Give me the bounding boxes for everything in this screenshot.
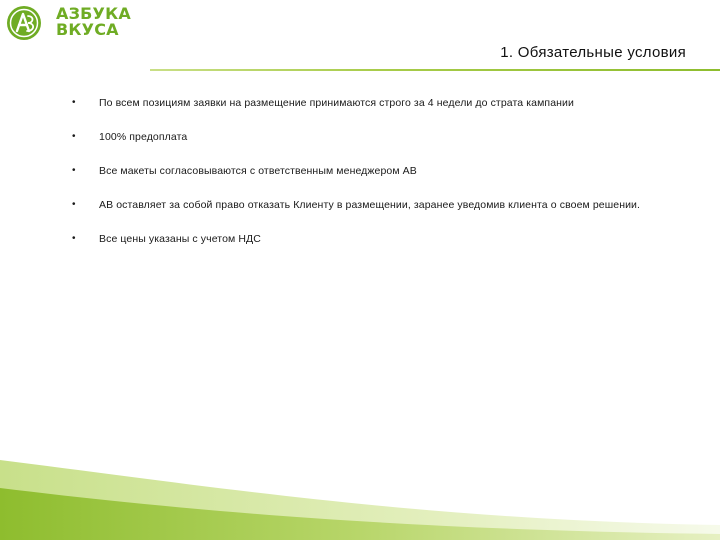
list-item-text: Все цены указаны с учетом НДС [99, 233, 261, 245]
bullet-icon: • [72, 97, 76, 108]
list-item [0, 232, 720, 246]
brand-name [56, 6, 131, 38]
slide-title: 1. Обязательные условия [500, 44, 686, 61]
logo-emblem-icon [4, 4, 46, 42]
brand-logo [4, 4, 134, 42]
bullet-icon: • [72, 233, 76, 244]
list-item-text: По всем позициям заявки на размещение принимаются строго за 4 недели до страта кампании [99, 97, 574, 109]
list-item [0, 96, 720, 110]
bullet-icon: • [72, 199, 76, 210]
title-underline [150, 69, 720, 71]
bullet-icon: • [72, 131, 76, 142]
list-item [0, 164, 720, 178]
bullet-icon: • [72, 165, 76, 176]
list-item [0, 198, 720, 212]
list-item-text: Все макеты согласовываются с ответственным менеджером АВ [99, 165, 417, 177]
footer-wave-decoration [0, 430, 720, 540]
brand-name-line2: ВКУСА [56, 20, 119, 39]
list-item-text: АВ оставляет за собой право отказать Клиенту в размещении, заранее уведомив клиента о своем решении. [99, 199, 641, 211]
list-item [0, 130, 720, 144]
conditions-list [0, 96, 720, 246]
brand-name-line1: АЗБУКА [56, 4, 131, 23]
list-item-text: 100% предоплата [99, 131, 188, 143]
